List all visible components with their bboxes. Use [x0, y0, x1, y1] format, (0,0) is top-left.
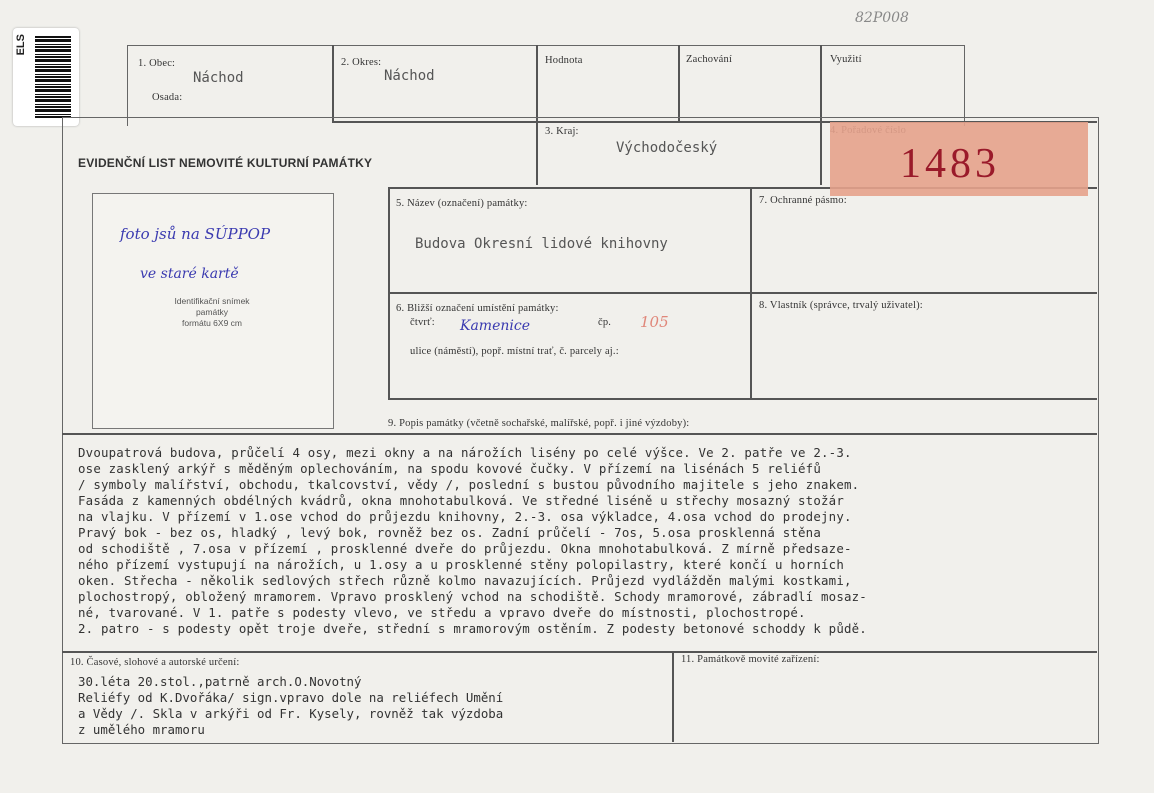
- photo-note-1: foto jsů na SÚPPOP: [120, 225, 271, 243]
- osada-label: Osada:: [152, 92, 183, 103]
- obec-value: Náchod: [193, 70, 244, 86]
- barcode-label: ELS: [15, 34, 27, 56]
- ctvrt-label: čtvrť:: [410, 317, 435, 328]
- ochranne-label: 7. Ochranné pásmo:: [759, 195, 847, 206]
- movite-label: 11. Památkově movité zařízení:: [681, 654, 820, 665]
- barcode-sticker: [13, 28, 79, 126]
- nazev-value: Budova Okresní lidové knihovny: [415, 236, 668, 252]
- zachovani-label: Zachování: [686, 54, 733, 65]
- top-pencil-note: 82P008: [855, 10, 909, 26]
- umisteni-label: 6. Bližší označení umístění památky:: [396, 303, 559, 314]
- popis-label: 9. Popis památky (včetně sochařské, malířské, popř. i jiné výzdoby):: [388, 418, 690, 429]
- casove-label: 10. Časové, slohové a autorské určení:: [70, 657, 240, 668]
- kraj-value: Východočeský: [616, 140, 718, 156]
- poradove-value: 1483: [900, 141, 1000, 187]
- cp-label: čp.: [598, 317, 612, 328]
- vlastnik-label: 8. Vlastník (správce, trvalý uživatel):: [759, 300, 923, 311]
- ulice-label: ulice (náměstí), popř. místní trať, č. parcely aj.:: [410, 346, 619, 357]
- vyuziti-label: Využití: [830, 54, 862, 65]
- photo-placeholder-text: Identifikační snímek památky formátu 6X9 cm: [174, 296, 250, 328]
- form-title: EVIDENČNÍ LIST NEMOVITÉ KULTURNÍ PAMÁTKY: [78, 156, 373, 170]
- ctvrt-value: Kamenice: [460, 318, 530, 334]
- cp-value: 105: [640, 313, 669, 331]
- okres-value: Náchod: [384, 68, 435, 84]
- photo-note-2: ve staré kartě: [140, 266, 239, 282]
- okres-label: 2. Okres:: [341, 57, 382, 68]
- barcode-icon: [35, 36, 71, 118]
- hodnota-label: Hodnota: [545, 55, 583, 66]
- kraj-label: 3. Kraj:: [545, 126, 579, 137]
- nazev-label: 5. Název (označení) památky:: [396, 198, 528, 209]
- obec-label: 1. Obec:: [138, 58, 176, 69]
